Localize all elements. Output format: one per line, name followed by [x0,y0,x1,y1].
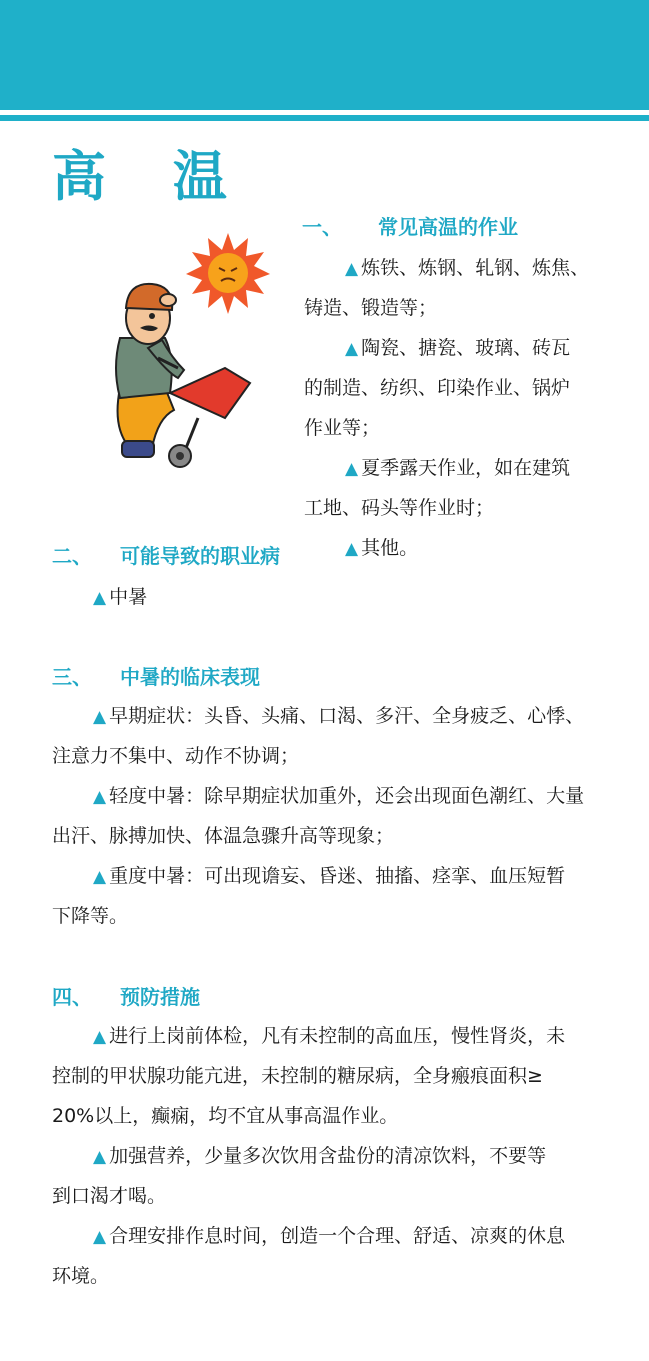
section-number: 二、 [52,544,92,568]
section-body-2 [52,577,622,617]
list-item-continuation: 到口渴才喝。 [52,1185,167,1207]
header-rule [0,115,649,121]
worker-figure [116,284,184,457]
section-heading-2 [52,546,280,566]
list-item: ▲ 其他。 [345,537,419,559]
section-body-3 [52,696,622,936]
page-title: 高 温 [52,145,251,208]
section-title: 常见高温的作业 [378,215,518,239]
list-item-continuation: 20%以上，癫痫，均不宜从事高温作业。 [52,1105,399,1127]
list-item: ▲ 重度中暑：可出现谵妄、昏迷、抽搐、痉挛、血压短暂 [93,865,566,887]
list-item: ▲ 炼铁、炼钢、轧钢、炼焦、 [345,257,590,279]
section-heading-4 [52,987,200,1007]
list-item: ▲ 夏季露天作业，如在建筑 [345,457,571,479]
section-number: 三、 [52,665,92,689]
section-heading-3 [52,667,260,687]
list-item: ▲ 加强营养，少量多次饮用含盐份的清凉饮料，不要等 [93,1145,547,1167]
list-item: ▲ 轻度中暑：除早期症状加重外，还会出现面色潮红、大量 [93,785,585,807]
list-item-continuation: 下降等。 [52,905,129,927]
list-item: ▲ 陶瓷、搪瓷、玻璃、砖瓦 [345,337,571,359]
header-banner [0,0,649,110]
list-item: ▲ 合理安排作息时间，创造一个合理、舒适、凉爽的休息 [93,1225,566,1247]
list-item-continuation: 作业等； [304,417,381,439]
section-heading-1 [302,217,518,237]
list-item-continuation: 工地、码头等作业时； [304,497,495,519]
section-body-4 [52,1016,622,1296]
list-item-continuation: 控制的甲状腺功能亢进，未控制的糖尿病，全身瘢痕面积≥ [52,1065,543,1087]
list-item: ▲ 进行上岗前体检，凡有未控制的高血压，慢性肾炎，未 [93,1025,566,1047]
section-number: 一、 [302,215,342,239]
section-title: 可能导致的职业病 [120,544,280,568]
list-item-continuation: 的制造、纺织、印染作业、锅炉 [304,377,571,399]
list-item-continuation: 注意力不集中、动作不协调； [52,745,300,767]
list-item-continuation: 环境。 [52,1265,110,1287]
section-title: 中暑的临床表现 [120,665,260,689]
list-item: ▲ 早期症状：头昏、头痛、口渴、多汗、全身疲乏、心悸、 [93,705,585,727]
section-title: 预防措施 [120,985,200,1009]
section-number: 四、 [52,985,92,1009]
section-body-1 [304,248,624,568]
sun-icon [186,233,270,314]
worker-pushing-cart-under-hot-sun-icon [100,228,275,478]
list-item-continuation: 出汗、脉搏加快、体温急骤升高等现象； [52,825,395,847]
list-item: ▲ 中暑 [93,586,148,608]
list-item-continuation: 铸造、锻造等； [304,297,438,319]
